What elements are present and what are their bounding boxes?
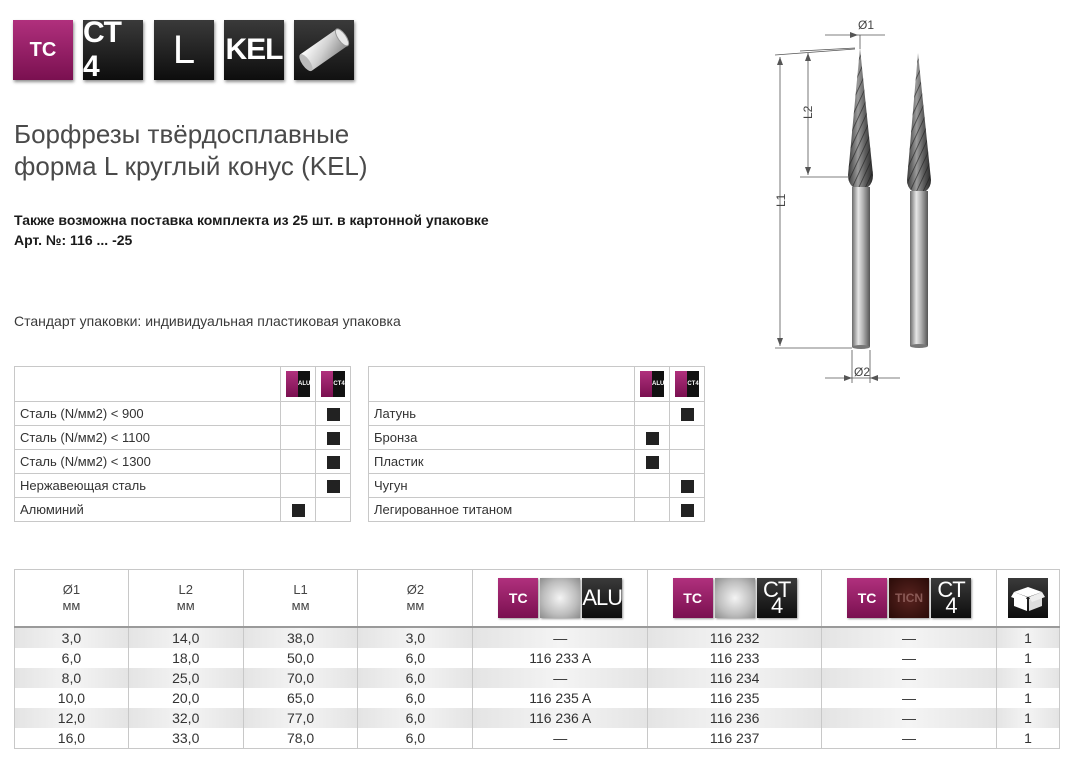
check-mark [646, 456, 659, 469]
package-box-icon [1008, 578, 1048, 618]
material-row: Бронза [369, 426, 705, 450]
page-title [14, 118, 368, 182]
alu-column-icon: ALU [635, 367, 670, 402]
check-mark [292, 504, 305, 517]
title-line-1: Борфрезы твёрдосплавные [14, 119, 350, 149]
label-d2: Ø2 [854, 365, 871, 379]
title-line-2: форма L круглый конус (KEL) [14, 151, 368, 181]
check-mark [327, 456, 340, 469]
burr-front-view [848, 48, 873, 349]
tc-badge: TC [13, 20, 73, 80]
material-row: Алюминий [15, 498, 351, 522]
header-ct4-variant: TC CT 4 [648, 570, 822, 628]
materials-table-left [14, 366, 351, 522]
packaging-standard: Стандарт упаковки: индивидуальная пластиковая упаковка [14, 313, 401, 329]
table-row: 10,0 20,0 65,0 6,0 116 235 A 116 235 — 1 [15, 688, 1060, 708]
material-row: Латунь [369, 402, 705, 426]
check-mark [327, 408, 340, 421]
ct4-column-icon: CT4 [670, 367, 705, 402]
alu-column-icon: ALU [281, 367, 316, 402]
header-d2: Ø2 мм [358, 570, 473, 628]
label-d1: Ø1 [858, 18, 875, 32]
table-row: 6,0 18,0 50,0 6,0 116 233 A 116 233 — 1 [15, 648, 1060, 668]
material-row: Сталь (N/мм2) < 900 [15, 402, 351, 426]
material-row: Пластик [369, 450, 705, 474]
burr-technical-drawing [760, 15, 1060, 390]
table-row: 12,0 32,0 77,0 6,0 116 236 A 116 236 — 1 [15, 708, 1060, 728]
burr-side-view [907, 53, 931, 348]
table-row: 16,0 33,0 78,0 6,0 — 116 237 — 1 [15, 728, 1060, 749]
check-mark [681, 480, 694, 493]
set-delivery-note [14, 210, 489, 250]
material-row: Сталь (N/мм2) < 1100 [15, 426, 351, 450]
header-l1: L1 мм [243, 570, 358, 628]
material-row: Легированное титаном [369, 498, 705, 522]
header-quantity [996, 570, 1059, 628]
materials-table-right [368, 366, 705, 522]
dimensions-table [14, 569, 1060, 749]
header-d1: Ø1 мм [15, 570, 129, 628]
ct4-column-icon: CT4 [316, 367, 351, 402]
kel-badge: KEL [224, 20, 284, 80]
label-l1: L1 [774, 193, 788, 207]
check-mark [327, 480, 340, 493]
note-line-1: Также возможна поставка комплекта из 25 шт. в картонной упаковке [14, 212, 489, 228]
ct4-badge: CT 4 [83, 20, 143, 80]
shape-l-badge: L [154, 20, 214, 80]
material-row: Сталь (N/мм2) < 1300 [15, 450, 351, 474]
table-row: 8,0 25,0 70,0 6,0 — 116 234 — 1 [15, 668, 1060, 688]
material-row: Нержавеющая сталь [15, 474, 351, 498]
header-l2: L2 мм [128, 570, 243, 628]
cylinder-shank-icon [294, 20, 354, 80]
label-l2: L2 [801, 105, 815, 119]
check-mark [327, 432, 340, 445]
table-row: 3,0 14,0 38,0 3,0 — 116 232 — 1 [15, 627, 1060, 648]
note-line-2: Арт. №: 116 ... -25 [14, 232, 133, 248]
check-mark [646, 432, 659, 445]
check-mark [681, 408, 694, 421]
check-mark [681, 504, 694, 517]
header-alu-variant: TC ALU [473, 570, 648, 628]
header-ticn-variant: TC TICN CT 4 [822, 570, 997, 628]
material-row: Чугун [369, 474, 705, 498]
